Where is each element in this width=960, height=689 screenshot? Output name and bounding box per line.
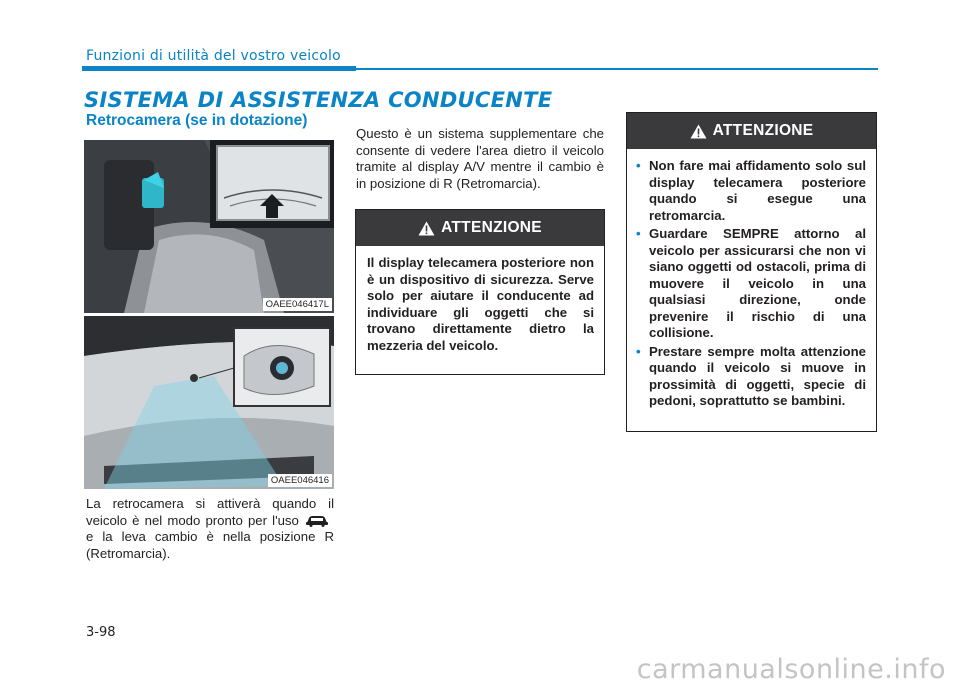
warning-box-1 (355, 209, 605, 375)
warning-heading-2 (627, 113, 876, 149)
section-title: SISTEMA DI ASSISTENZA CONDUCENTE (84, 88, 553, 112)
list-item: • Prestare sempre molta attenzione quando il veicolo si muove in prossimità di oggetti, specie di pedoni, soprattutto se bambini. (636, 344, 866, 410)
list-item: • Non fare mai affidamento solo sul display telecamera posteriore quando si esegue una retromarcia. (636, 158, 866, 224)
warning-heading-label-1: ATTENZIONE (441, 219, 542, 236)
column1-paragraph (86, 496, 334, 562)
warning-heading-label-2: ATTENZIONE (712, 122, 814, 139)
car-ready-icon (304, 514, 330, 527)
watermark: carmanualsonline.info (636, 654, 946, 685)
gear-position-text: e la leva cambio è nella posizione R (Retromarcia). (86, 529, 334, 561)
ready-mode-text: La retrocamera si attiverà quando il veicolo è nel modo pronto per l'uso (86, 496, 334, 528)
list-item: • Guardare SEMPRE attorno al veicolo per assicurarsi che non vi siano oggetti od ostacoli, prima di muovere il veicolo in una qualsiasi direzione, onde prevenire il rischio di una collisione. (636, 226, 866, 342)
warning-text-1: Il display telecamera posteriore non è un dispositivo di sicurezza. Serve solo per aiutare il conducente ad individuare gli oggetti che si trovano direttamente dietro la mezzeria del veicolo. (367, 255, 594, 353)
column2-paragraph: Questo è un sistema supplementare che consente di vedere l'area dietro il veicolo tramite al display A/V mentre il cambio è in posizione di R (Retromarcia). (356, 126, 604, 191)
warning-triangle-icon (690, 124, 707, 139)
header-rule (356, 68, 878, 70)
image-code-2: OAEE046416 (268, 474, 332, 487)
console-photo (84, 140, 334, 313)
warning-heading-1 (356, 210, 604, 246)
header-accent-bar (82, 66, 356, 71)
warning-list-2 (627, 149, 876, 422)
image-code-1: OAEE046417L (263, 298, 332, 311)
page-number: 3-98 (86, 625, 116, 640)
warning-box-2 (626, 112, 877, 432)
header-section-label: Funzioni di utilità del vostro veicolo (86, 48, 341, 64)
warning-triangle-icon (418, 221, 435, 236)
rear-camera-photo (84, 316, 334, 489)
subsection-title: Retrocamera (se in dotazione) (86, 112, 308, 129)
